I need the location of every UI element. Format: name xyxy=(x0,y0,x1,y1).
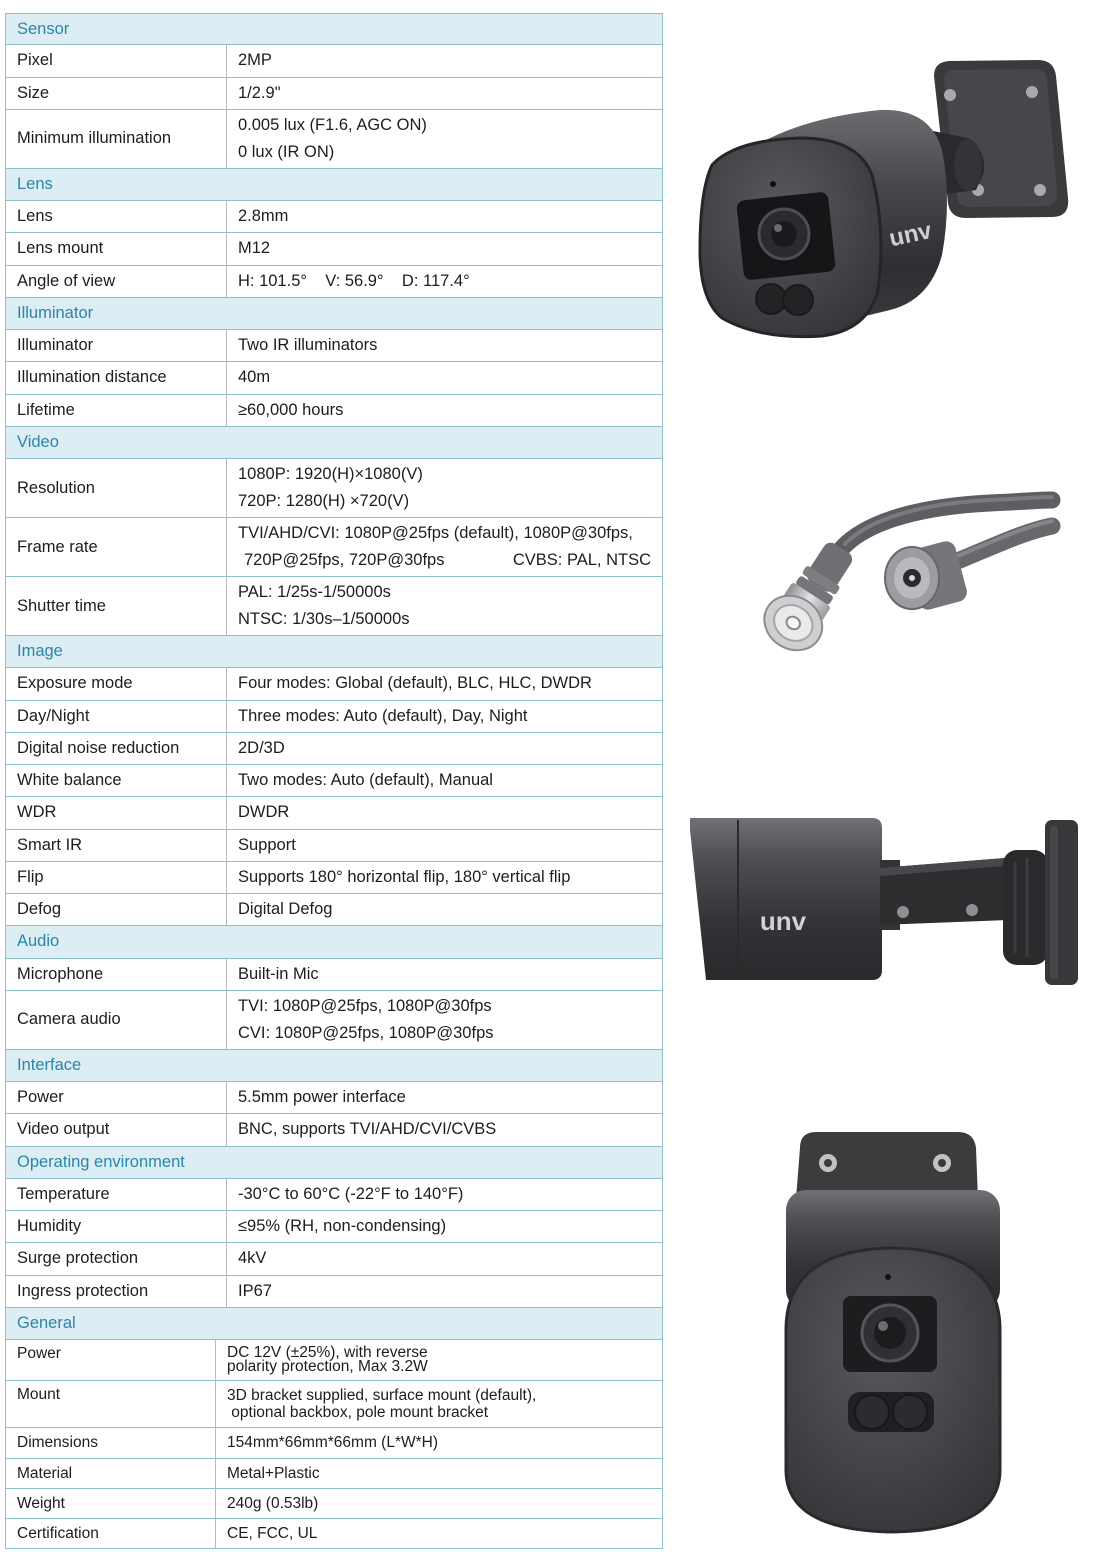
spec-value xyxy=(227,78,662,109)
spec-value xyxy=(227,1114,662,1145)
bracket-knob xyxy=(1003,850,1048,965)
spec-row-size xyxy=(6,78,662,110)
spec-label: Certification xyxy=(6,1519,216,1548)
spec-value xyxy=(227,701,662,732)
camera-body xyxy=(690,818,882,980)
spec-label: Defog xyxy=(6,894,227,925)
spec-value-line: Metal+Plastic xyxy=(227,1464,320,1482)
section-header-audio: Audio xyxy=(6,926,662,958)
spec-row-power xyxy=(6,1340,662,1381)
spec-label: Lens mount xyxy=(6,233,227,264)
spec-label: Shutter time xyxy=(6,577,227,635)
section-header-lens: Lens xyxy=(6,169,662,201)
spec-value xyxy=(216,1340,662,1380)
spec-value-line: 2.8mm xyxy=(238,207,289,226)
spec-value-line: NTSC: 1/30s–1/50000s xyxy=(238,610,410,628)
spec-label: Ingress protection xyxy=(6,1276,227,1307)
spec-value-line: polarity protection, Max 3.2W xyxy=(227,1358,428,1375)
spec-row-lens-mount xyxy=(6,233,662,265)
spec-value-line: 2MP xyxy=(238,51,272,70)
spec-value-line: 0 lux (IR ON) xyxy=(238,142,335,161)
section-header-general: General xyxy=(6,1308,662,1340)
camera-front-face xyxy=(786,1248,1000,1532)
spec-label: Day/Night xyxy=(6,701,227,732)
spec-value-line: 240g (0.53lb) xyxy=(227,1494,319,1512)
spec-row-wdr xyxy=(6,797,662,829)
spec-value-line: BNC, supports TVI/AHD/CVI/CVBS xyxy=(238,1120,497,1139)
spec-label: Video output xyxy=(6,1114,227,1145)
spec-row-defog xyxy=(6,894,662,926)
spec-label: Material xyxy=(6,1459,216,1488)
spec-label: Power xyxy=(6,1340,216,1380)
spec-row-camera-audio xyxy=(6,991,662,1050)
spec-value xyxy=(227,991,662,1049)
spec-value xyxy=(227,362,662,393)
camera-angled-view xyxy=(700,60,1068,337)
spec-label: WDR xyxy=(6,797,227,828)
spec-row-lifetime xyxy=(6,395,662,427)
spec-value xyxy=(227,518,662,576)
spec-value-line: Built-in Mic xyxy=(238,964,319,983)
spec-value xyxy=(227,1082,662,1113)
spec-value xyxy=(227,668,662,699)
product-images xyxy=(680,40,1090,1540)
mounting-plate xyxy=(1045,820,1078,985)
spec-label: Weight xyxy=(6,1489,216,1518)
spec-row-weight xyxy=(6,1489,662,1519)
spec-value-line: 154mm*66mm*66mm (L*W*H) xyxy=(227,1434,439,1451)
spec-value-line: IP67 xyxy=(238,1281,272,1300)
spec-label: Illuminator xyxy=(6,330,227,361)
spec-label: Microphone xyxy=(6,959,227,990)
spec-value xyxy=(216,1381,662,1427)
spec-value-line: 3D bracket supplied, surface mount (default), xyxy=(227,1387,537,1404)
spec-value xyxy=(227,830,662,861)
spec-value xyxy=(227,894,662,925)
spec-label: White balance xyxy=(6,765,227,796)
spec-value xyxy=(227,1276,662,1307)
bracket-arm xyxy=(880,858,1008,930)
spec-value xyxy=(216,1519,662,1548)
camera-cable-connectors xyxy=(754,497,1052,661)
spec-label: Frame rate xyxy=(6,518,227,576)
spec-value-line: DWDR xyxy=(238,803,290,822)
spec-value xyxy=(227,201,662,232)
spec-value-line: 2D/3D xyxy=(238,738,285,757)
spec-label: Mount xyxy=(6,1381,216,1427)
camera-lens xyxy=(759,209,809,259)
spec-value-line: Two IR illuminators xyxy=(238,336,378,355)
spec-row-microphone xyxy=(6,959,662,991)
spec-section-lens xyxy=(6,169,662,298)
spec-row-resolution xyxy=(6,459,662,518)
spec-value-line: M12 xyxy=(238,239,271,258)
section-header-illuminator: Illuminator xyxy=(6,298,662,330)
spec-row-white-balance xyxy=(6,765,662,797)
spec-value xyxy=(227,577,662,635)
spec-row-illumination-distance xyxy=(6,362,662,394)
spec-label: Flip xyxy=(6,862,227,893)
spec-row-frame-rate xyxy=(6,518,662,577)
brand-logo: unv xyxy=(886,217,935,253)
brand-logo: unv xyxy=(759,906,807,936)
spec-value xyxy=(216,1459,662,1488)
spec-row-mount xyxy=(6,1381,662,1428)
spec-label: Resolution xyxy=(6,459,227,517)
spec-value xyxy=(227,110,662,168)
spec-row-lens xyxy=(6,201,662,233)
spec-value xyxy=(227,959,662,990)
spec-value-line: 4kV xyxy=(238,1249,267,1268)
spec-section-video xyxy=(6,427,662,636)
spec-value-line: Four modes: Global (default), BLC, HLC, DWDR xyxy=(238,674,592,693)
section-header-interface: Interface xyxy=(6,1050,662,1082)
spec-row-ingress-protection xyxy=(6,1276,662,1308)
spec-value xyxy=(227,733,662,764)
spec-label: Temperature xyxy=(6,1179,227,1210)
spec-row-video-output xyxy=(6,1114,662,1146)
spec-value-line: Two modes: Auto (default), Manual xyxy=(238,771,493,790)
camera-lens xyxy=(862,1305,918,1361)
spec-value xyxy=(227,45,662,76)
spec-value xyxy=(216,1489,662,1518)
camera-front-view xyxy=(786,1132,1000,1532)
spec-value-part: 720P@25fps, 720P@30fps xyxy=(244,551,445,569)
spec-label: Illumination distance xyxy=(6,362,227,393)
section-header-video: Video xyxy=(6,427,662,459)
dc-power-jack xyxy=(885,539,969,612)
specification-table xyxy=(5,13,663,1549)
spec-row-dimensions xyxy=(6,1428,662,1459)
spec-row-day-night xyxy=(6,701,662,733)
spec-label: Lifetime xyxy=(6,395,227,426)
spec-row-certification xyxy=(6,1519,662,1549)
spec-value xyxy=(227,1211,662,1242)
spec-value-line: 40m xyxy=(238,368,271,387)
spec-label: Dimensions xyxy=(6,1428,216,1458)
spec-value-line: 1080P: 1920(H)×1080(V) xyxy=(238,465,423,483)
spec-label: Power xyxy=(6,1082,227,1113)
spec-label: Surge protection xyxy=(6,1243,227,1274)
spec-value xyxy=(227,459,662,517)
ir-illuminators xyxy=(848,1392,934,1432)
spec-value-line: -30°C to 60°C (-22°F to 140°F) xyxy=(238,1184,464,1203)
spec-value-line: ≤95% (RH, non-condensing) xyxy=(238,1217,447,1236)
spec-row-exposure-mode xyxy=(6,668,662,700)
spec-row-illuminator xyxy=(6,330,662,362)
spec-value xyxy=(227,765,662,796)
spec-value xyxy=(227,1243,662,1274)
spec-value-line: PAL: 1/25s-1/50000s xyxy=(238,583,391,601)
spec-section-interface xyxy=(6,1050,662,1147)
spec-value xyxy=(227,395,662,426)
spec-value xyxy=(227,233,662,264)
spec-row-surge-protection xyxy=(6,1243,662,1275)
spec-label: Pixel xyxy=(6,45,227,76)
spec-section-illuminator xyxy=(6,298,662,427)
spec-row-smart-ir xyxy=(6,830,662,862)
spec-section-general xyxy=(6,1308,662,1549)
spec-value-line: Three modes: Auto (default), Day, Night xyxy=(238,706,528,725)
spec-row-pixel xyxy=(6,45,662,77)
spec-row-angle-of-view xyxy=(6,266,662,298)
spec-value-line: DC 12V (±25%), with reverse xyxy=(227,1344,428,1361)
spec-value-line: Digital Defog xyxy=(238,900,333,919)
spec-section-sensor xyxy=(6,13,662,169)
section-header-image: Image xyxy=(6,636,662,668)
spec-row-humidity xyxy=(6,1211,662,1243)
spec-row-shutter-time xyxy=(6,577,662,636)
spec-section-operating-environment xyxy=(6,1147,662,1308)
spec-row-flip xyxy=(6,862,662,894)
spec-value-line: 720P: 1280(H) ×720(V) xyxy=(238,492,410,510)
spec-value xyxy=(216,1428,662,1458)
spec-value-line: 0.005 lux (F1.6, AGC ON) xyxy=(238,115,427,134)
spec-label: Camera audio xyxy=(6,991,227,1049)
spec-value-line: Support xyxy=(238,835,296,854)
spec-row-temperature xyxy=(6,1179,662,1211)
camera-side-view xyxy=(690,818,1078,985)
spec-label: Lens xyxy=(6,201,227,232)
spec-label: Smart IR xyxy=(6,830,227,861)
spec-row-power xyxy=(6,1082,662,1114)
spec-value-line: CE, FCC, UL xyxy=(227,1524,318,1542)
spec-value-line: Supports 180° horizontal flip, 180° vertical flip xyxy=(238,867,571,886)
spec-value xyxy=(227,266,662,297)
spec-value xyxy=(227,330,662,361)
spec-label: Exposure mode xyxy=(6,668,227,699)
spec-value-line: TVI/AHD/CVI: 1080P@25fps (default), 1080P@30fps, xyxy=(238,524,633,542)
section-header-operating-environment: Operating environment xyxy=(6,1147,662,1179)
spec-row-material xyxy=(6,1459,662,1489)
spec-label: Size xyxy=(6,78,227,109)
spec-value xyxy=(227,862,662,893)
spec-label: Digital noise reduction xyxy=(6,733,227,764)
camera-front-face xyxy=(700,138,881,337)
spec-section-image xyxy=(6,636,662,926)
spec-value-part: CVBS: PAL, NTSC xyxy=(512,551,651,569)
spec-value-line: TVI: 1080P@25fps, 1080P@30fps xyxy=(238,996,492,1015)
spec-value-line: ≥60,000 hours xyxy=(238,400,344,419)
spec-value-line: CVI: 1080P@25fps, 1080P@30fps xyxy=(238,1023,494,1042)
spec-label: Humidity xyxy=(6,1211,227,1242)
spec-value-line xyxy=(238,547,662,574)
spec-label: Minimum illumination xyxy=(6,110,227,168)
spec-value-line: 5.5mm power interface xyxy=(238,1088,406,1107)
spec-value xyxy=(227,1179,662,1210)
spec-row-minimum-illumination xyxy=(6,110,662,169)
spec-value-line: H: 101.5° V: 56.9° D: 117.4° xyxy=(238,271,470,290)
spec-label: Angle of view xyxy=(6,266,227,297)
spec-row-digital-noise-reduction xyxy=(6,733,662,765)
section-header-sensor: Sensor xyxy=(6,13,662,45)
spec-value xyxy=(227,797,662,828)
spec-section-audio xyxy=(6,926,662,1050)
spec-value-line: 1/2.9" xyxy=(238,83,281,102)
spec-value-line: optional backbox, pole mount bracket xyxy=(227,1404,489,1421)
